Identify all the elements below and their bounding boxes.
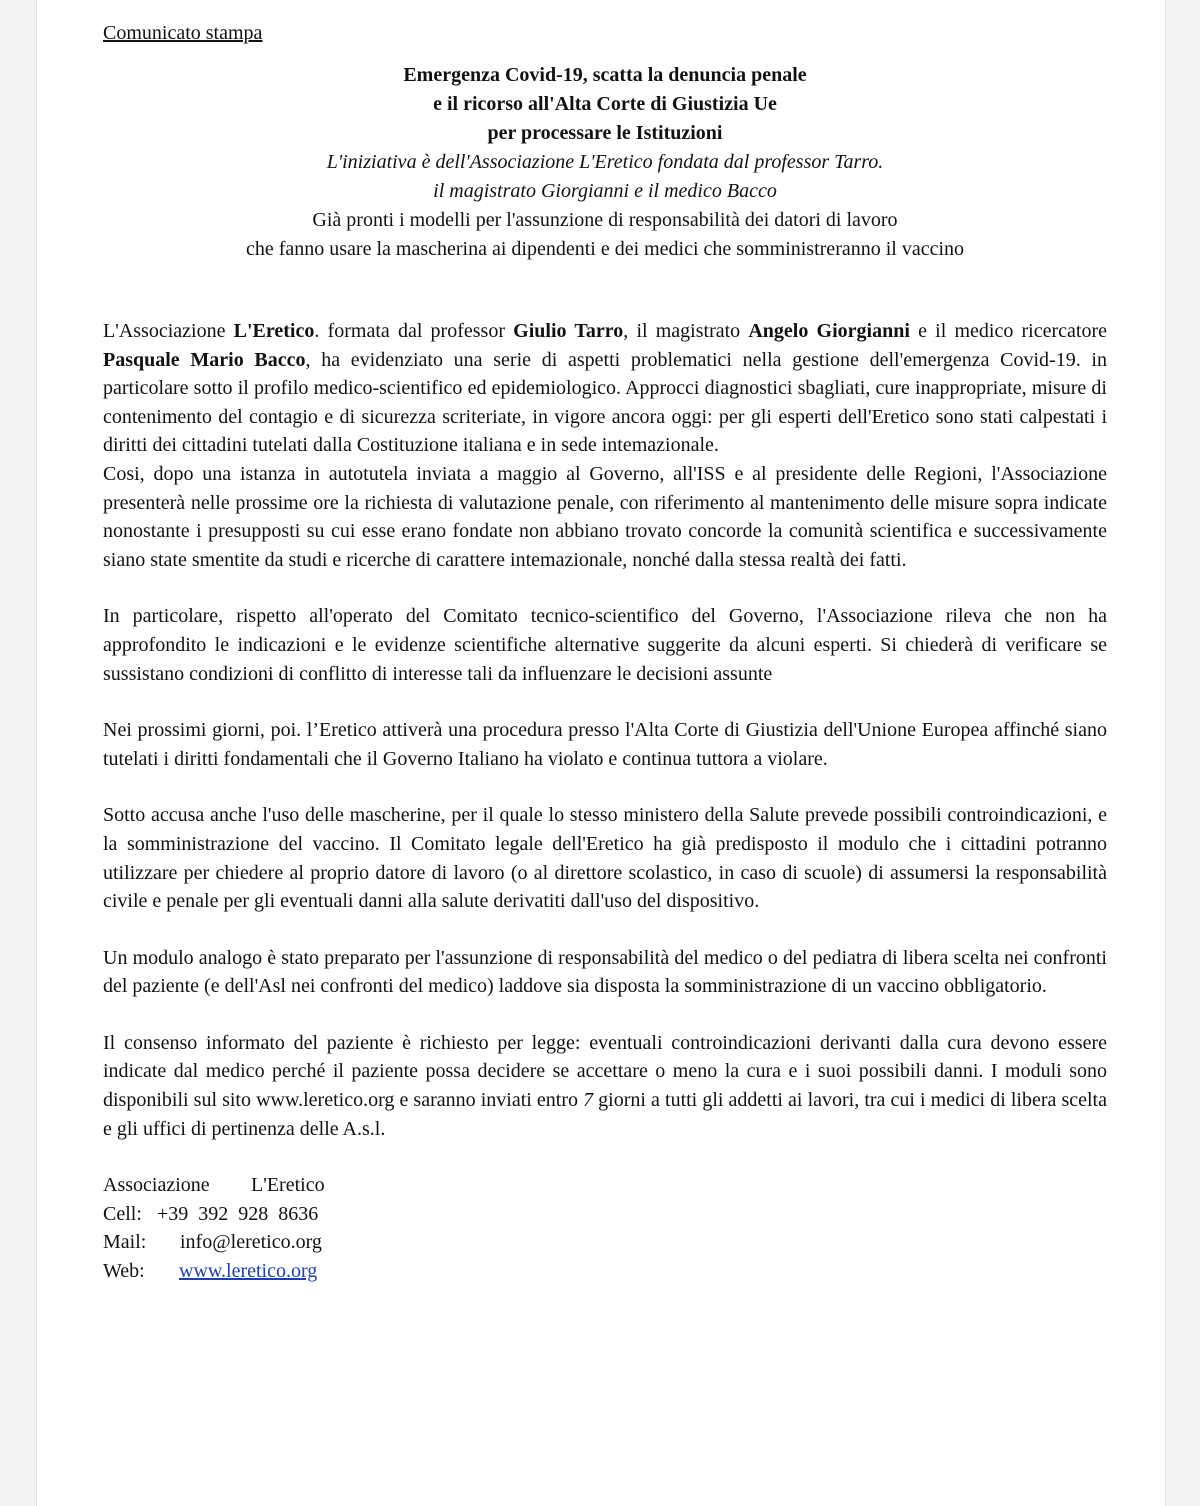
document-label: Comunicato stampa	[103, 22, 263, 44]
paragraph-6: Un modulo analogo è stato preparato per l'assunzione di responsabilità del medico o del pediatra di libera scelta nei confronti del paziente (e dell'Asl nei confronti del medico) laddove sia disposta la somministrazione di un vaccino obbligatorio.	[103, 946, 1107, 998]
headline-line-2: e il ricorso all'Alta Corte di Giustizia Ue	[433, 93, 777, 115]
contact-cell: Cell: +39 392 928 8636	[103, 1202, 319, 1225]
subhead-line-1: Già pronti i modelli per l'assunzione di responsabilità dei datori di lavoro	[312, 209, 898, 231]
document-content	[103, 18, 1107, 1286]
paragraph-2: Cosi, dopo una istanza in autotutela inviata a maggio al Governo, all'ISS e al presidente delle Regioni, l'Associazione presenterà nelle prossime ore la richiesta di valutazione penale, con riferimento al mantenimento delle misure sopra indicate nonostante i presupposti su cui esse erano fondate non abbiano trovato concorde la comunità scientifica e successivamente siano state smentite da studi e ricerche di carattere intemazionale, nonché dalla stessa realtà dei fatti.	[103, 462, 1107, 571]
paragraph-4: Nei prossimi giorni, poi. l’Eretico attiverà una procedura presso l'Alta Corte di Giustizia dell'Unione Europea affinché siano tutelati i diritti fondamentali che il Governo Italiano ha violato e continua tuttora a violare.	[103, 719, 1107, 770]
body-text	[103, 317, 1107, 1143]
headline-line-1: Emergenza Covid-19, scatta la denuncia penale	[403, 64, 807, 86]
subhead-line-2: che fanno usare la mascherina ai dipendenti e dei medici che somministreranno il vaccino	[245, 238, 965, 260]
subhead-italic-2: il magistrato Giorgianni e il medico Bacco	[433, 180, 777, 202]
document-page	[36, 0, 1166, 1506]
name-tarro: Giulio Tarro	[513, 320, 624, 342]
paragraph-7: Il consenso informato del paziente è richiesto per legge: eventuali controindicazioni derivanti dalla cura devono essere indicate dal medico perché il paziente possa decidere se accettare o meno la cura e i suoi possibili danni. I moduli sono disponibili sul sito www.leretico.org e saranno inviati entro 7 giorni a tutti gli addetti ai lavori, tra cui i medici di libera scelta e gli uffici di pertinenza delle A.s.l.	[103, 1031, 1107, 1140]
headline-block	[103, 61, 1107, 264]
contact-web: Web: www.leretico.org	[103, 1260, 318, 1283]
contact-block	[103, 1171, 1107, 1285]
website-link[interactable]: www.leretico.org	[179, 1260, 318, 1283]
name-bacco: Pasquale Mario Bacco	[103, 348, 306, 371]
contact-mail: Mail: info@leretico.org	[103, 1231, 322, 1254]
paragraph-5: Sotto accusa anche l'uso delle mascherine, per il quale lo stesso ministero della Salute prevede possibili controindicazioni, e la somministrazione del vaccino. Il Comitato legale dell'Eretico ha già predisposto il modulo che i cittadini potranno utilizzare per chiedere al proprio datore di lavoro (o al direttore scolastico, in caso di scuole) di assumersi la responsabilità civile e penale per gli eventuali danni alla salute derivatiti dall'uso del dispositivo.	[103, 804, 1107, 913]
headline-line-3: per processare le Istituzioni	[487, 122, 723, 144]
subhead-italic-1: L'iniziativa è dell'Associazione L'Eretico fondata dal professor Tarro.	[326, 151, 884, 173]
name-eretico: L'Eretico	[233, 320, 315, 342]
contact-org: Associazione L'Eretico	[103, 1174, 325, 1197]
paragraph-3: In particolare, rispetto all'operato del Comitato tecnico-scientifico del Governo, l'Associazione rileva che non ha approfondito le indicazioni e le evidenze scientifiche alternative suggerite da alcuni esperti. Si chiederà di verificare se sussistano condizioni di conflitto di interesse tali da influenzare le decisioni assunte	[103, 605, 1107, 685]
name-giorgianni: Angelo Giorgianni	[748, 320, 910, 342]
paragraph-1: L'Associazione L'Eretico. formata dal professor Giulio Tarro, il magistrato Angelo Giorgianni e il medico ricercatore Pasquale Mario Bacco, ha evidenziato una serie di aspetti problematici nella gestione dell'emergenza Covid-19. in particolare sotto il profilo medico-scientifico ed epidemiologico. Approcci diagnostici sbagliati, cure inappropriate, misure di contenimento del contagio e di sicurezza scriteriate, in vigore ancora oggi: per gli esperti dell'Eretico sono stati calpestati i diritti dei cittadini tutelati dalla Costituzione italiana e in sede intemazionale.	[103, 320, 1107, 457]
